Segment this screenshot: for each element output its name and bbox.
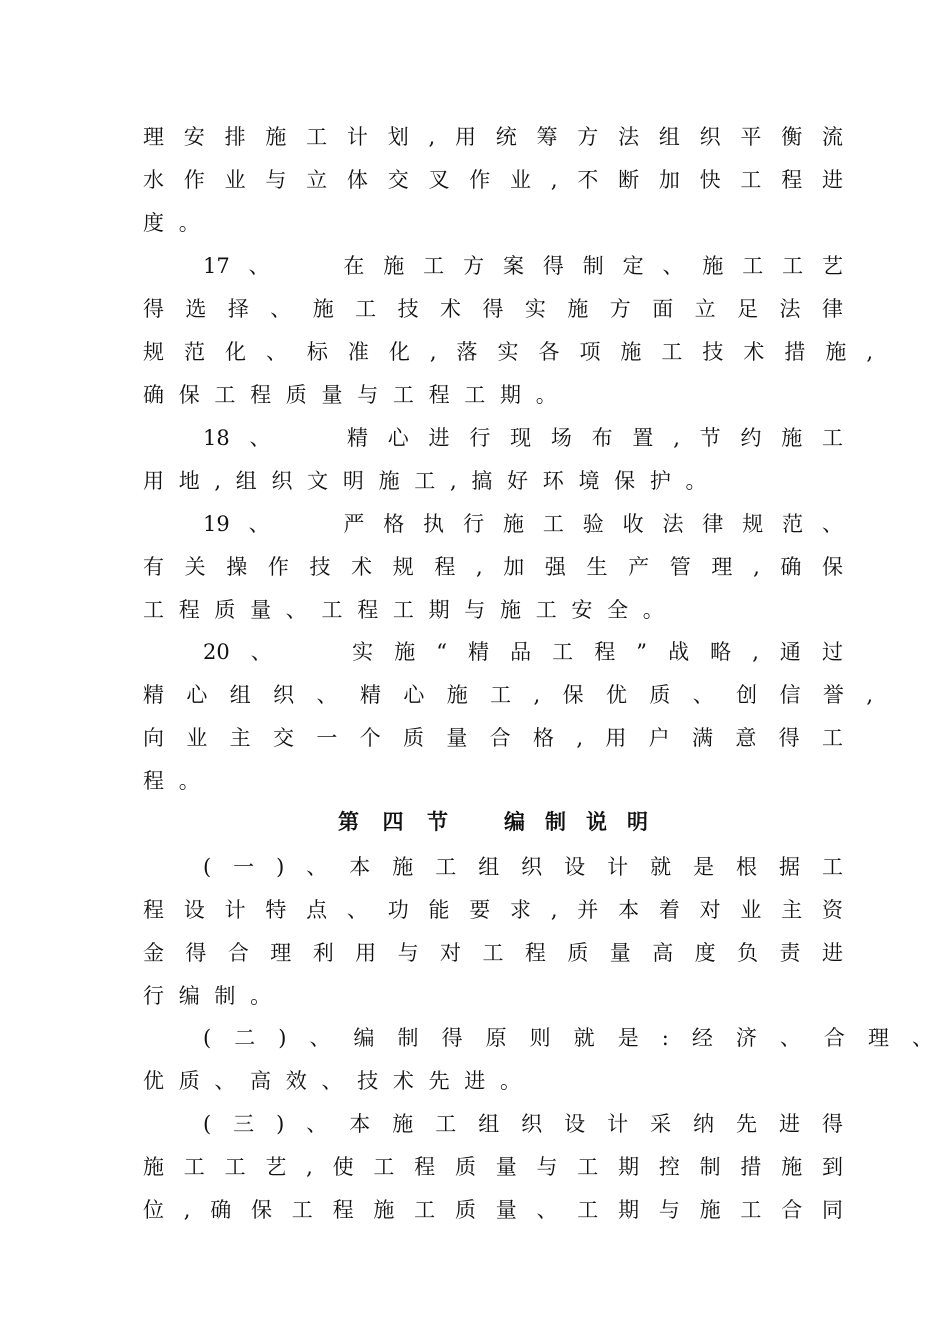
- explanation-2-line: (二)、编制得原则就是:经济、合理、: [203, 1026, 933, 1050]
- item-17-line: 17、 在施工方案得制定、施工工艺: [203, 254, 843, 278]
- text-line: 理安排施工计划,用统筹方法组织平衡流: [143, 125, 843, 149]
- section-title: 编制说明: [504, 809, 648, 834]
- text-line: 程。: [143, 769, 215, 793]
- text-line: 确保工程质量与工程工期。: [143, 383, 572, 407]
- item-20-line: 20、 实施“精品工程”战略,通过: [203, 640, 843, 664]
- item-19-line: 19、 严格执行施工验收法律规范、: [203, 512, 843, 536]
- text-line: 优质、高效、技术先进。: [143, 1069, 536, 1093]
- text-line: 行编制。: [143, 984, 286, 1008]
- text-line: 施工工艺,使工程质量与工期控制措施到: [143, 1155, 843, 1179]
- text-line: 用地,组织文明施工,搞好环境保护。: [143, 469, 722, 493]
- text-line: 位,确保工程施工质量、工期与施工合同: [143, 1198, 843, 1222]
- text-line: 工程质量、工程工期与施工安全。: [143, 598, 679, 622]
- text-line: 得选择、施工技术得实施方面立足法律: [143, 297, 843, 321]
- text-line: 程设计特点、功能要求,并本着对业主资: [143, 898, 843, 922]
- text-line: 向业主交一个质量合格,用户满意得工: [143, 726, 843, 750]
- text-line: 规范化、标准化,落实各项施工技术措施,: [143, 340, 873, 364]
- explanation-3-line: (三)、本施工组织设计采纳先进得: [203, 1112, 843, 1136]
- text-line: 精心组织、精心施工,保优质、创信誉,: [143, 683, 873, 707]
- explanation-1-line: (一)、本施工组织设计就是根据工: [203, 855, 843, 879]
- text-line: 金得合理利用与对工程质量高度负责进: [143, 941, 843, 965]
- text-line: 水作业与立体交叉作业,不断加快工程进: [143, 168, 843, 192]
- text-line: 有关操作技术规程,加强生产管理,确保: [143, 555, 843, 579]
- item-18-line: 18、 精心进行现场布置,节约施工: [203, 426, 843, 450]
- text-line: 度。: [143, 211, 215, 235]
- section-number: 第四节: [338, 809, 448, 834]
- section-heading: [338, 806, 648, 838]
